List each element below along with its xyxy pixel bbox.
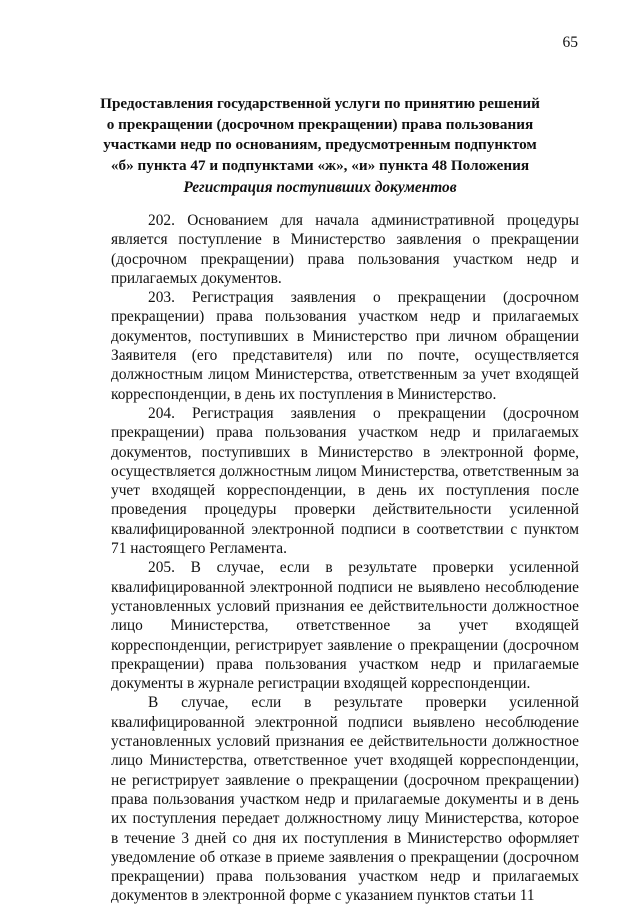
paragraph-202: 202. Основанием для начала административной процедуры является поступление в Министерство заявления о прекращении (досрочном прекращении) права пользования участком недр и прилагаемых документов. — [111, 212, 579, 287]
paragraph-203: 203. Регистрация заявления о прекращении (досрочном прекращении) права пользования участком недр и прилагаемых документов, поступивших в Министерство при личном обращении Заявителя (его представителя) или по почте, осуществляется должностным лицом Министерства, ответственным за учет входящей корреспонденции, в день их поступления в Министерство. — [111, 289, 579, 403]
section-heading: Предоставления государственной услуги по принятию решений о прекращении (досрочном прекращении) права пользования участками недр по основаниям, предусмотренным подпунктом «б» пункта 47 и подпунктами «ж», «и» пункта 48 Положения — [100, 95, 540, 174]
subsection-heading: Регистрация поступивших документов — [183, 179, 457, 196]
body-text — [111, 211, 579, 906]
paragraph-205-continued: В случае, если в результате проверки усиленной квалифицированной электронной подписи выявлено несоблюдение установленных условий признания ее действительности должностное лицо Министерства, ответственное учет входящей корреспонденции, не регистрирует заявление о прекращении (досрочном прекращении) права пользования участком недр и прилагаемые документы и в день их поступления передает должностному лицу Министерства, которое в течение 3 дней со дня их поступления в Министерство оформляет уведомление об отказе в приеме заявления о прекращении (досрочном прекращении) права пользования участком недр и прилагаемых документов в электронной форме с указанием пунктов статьи 11 — [111, 694, 579, 905]
paragraph-205: 205. В случае, если в результате проверки усиленной квалифицированной электронной подписи не выявлено несоблюдение установленных условий признания ее действительности должностное лицо Министерства, ответственное за учет входящей корреспонденции, регистрирует заявление о прекращении (досрочном прекращении) права пользования участком недр и прилагаемые документы в журнале регистрации входящей корреспонденции. — [111, 559, 579, 693]
page-number: 65 — [562, 34, 578, 51]
paragraph-204: 204. Регистрация заявления о прекращении (досрочном прекращении) права пользования участком недр и прилагаемых документов, поступивших в Министерство в электронной форме, осуществляется должностным лицом Министерства, ответственным за учет входящей корреспонденции, в день их поступления после проведения процедуры проверки действительности усиленной квалифицированной электронной подписи в соответствии с пунктом 71 настоящего Регламента. — [111, 404, 579, 558]
